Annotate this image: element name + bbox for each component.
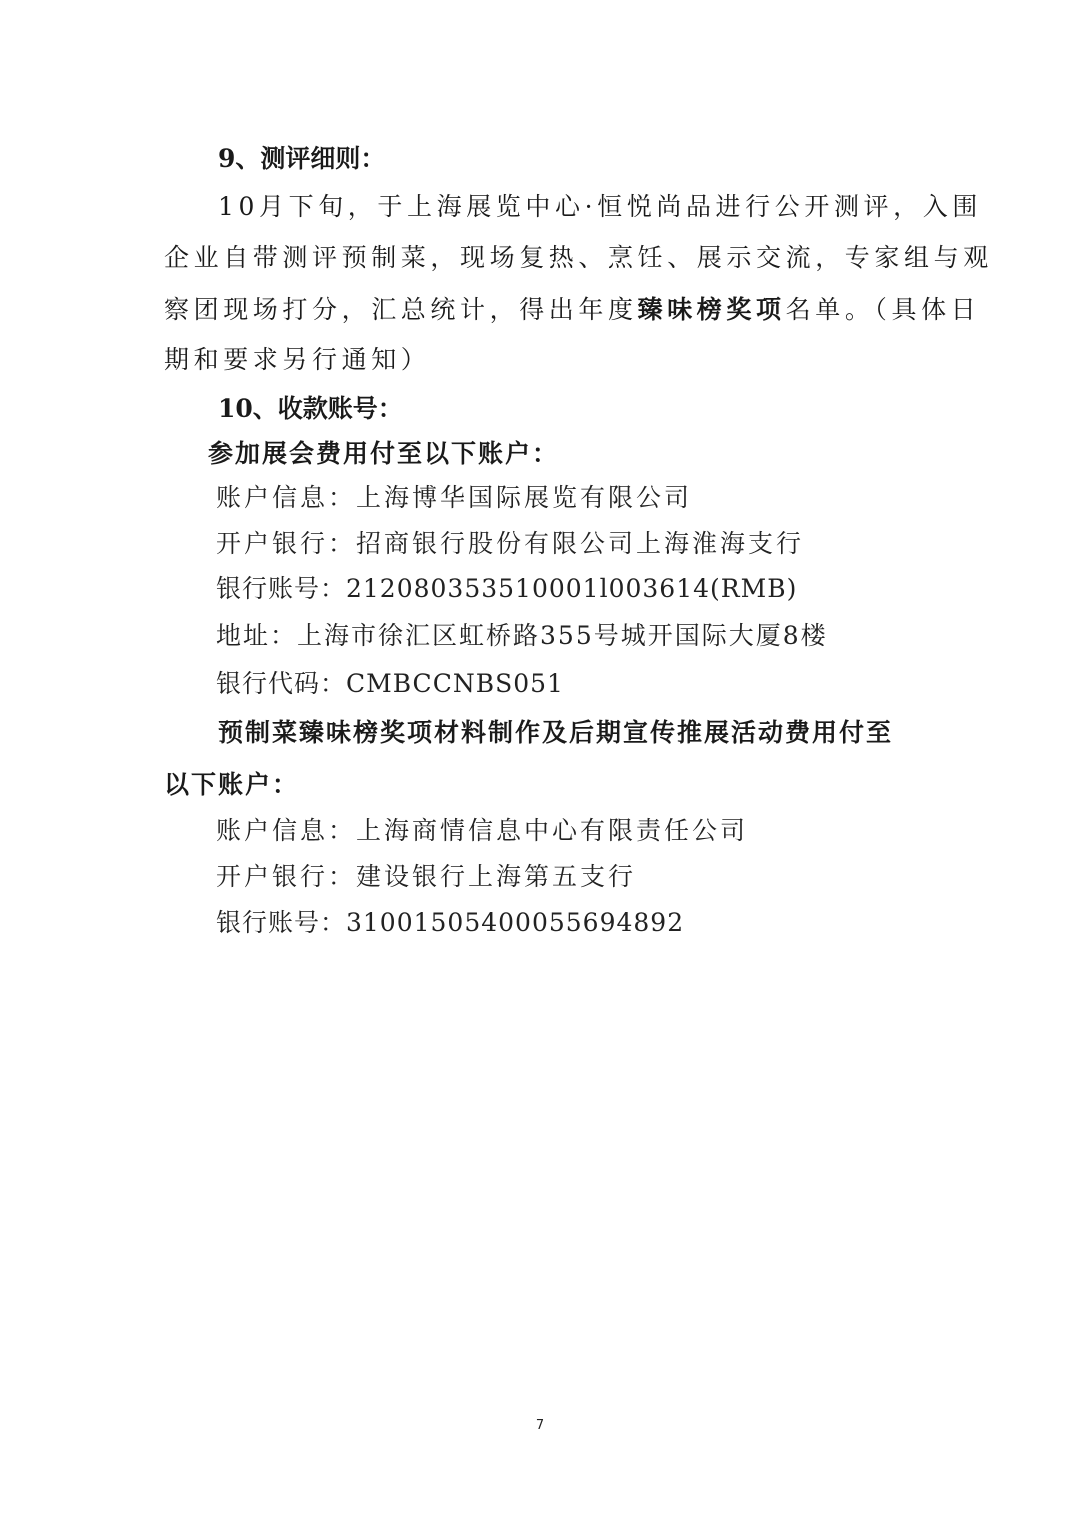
award-name-emphasis: 臻味榜奖项 (637, 295, 786, 324)
account-2-intro-line-1: 预制菜臻味榜奖项材料制作及后期宣传推展活动费用付至 (218, 718, 894, 747)
account-1-number: 银行账号：212080353510001l003614(RMB) (216, 574, 798, 603)
page-number: 7 (535, 1418, 545, 1433)
paragraph-text: 察团现场打分，汇总统计，得出年度 (164, 295, 638, 324)
account-2-number: 银行账号：31001505400055694892 (216, 908, 685, 937)
section-9-heading: 9、测评细则： (218, 144, 386, 173)
account-1-address: 地址：上海市徐汇区虹桥路355号城开国际大厦8楼 (216, 621, 828, 650)
account-2-intro-line-2: 以下账户： (164, 770, 300, 799)
section-9-paragraph-line-2: 企业自带测评预制菜，现场复热、烹饪、展示交流，专家组与观 (164, 243, 993, 272)
section-9-paragraph-line-1: 10月下旬，于上海展览中心·恒悦尚品进行公开测评，入围 (218, 192, 982, 221)
section-10-heading: 10、收款账号： (218, 394, 403, 423)
section-9-paragraph-line-3 (164, 293, 980, 327)
account-1-bank-code: 银行代码：CMBCCNBS051 (216, 669, 564, 698)
account-1-intro: 参加展会费用付至以下账户： (208, 439, 560, 468)
paragraph-text: 名单。（具体日 (785, 295, 981, 324)
section-9-paragraph-line-4: 期和要求另行通知） (164, 345, 431, 374)
account-1-info: 账户信息：上海博华国际展览有限公司 (216, 483, 693, 512)
account-2-info: 账户信息：上海商情信息中心有限责任公司 (216, 816, 749, 845)
account-1-bank: 开户银行：招商银行股份有限公司上海淮海支行 (216, 529, 805, 558)
account-2-bank: 开户银行：建设银行上海第五支行 (216, 862, 637, 891)
